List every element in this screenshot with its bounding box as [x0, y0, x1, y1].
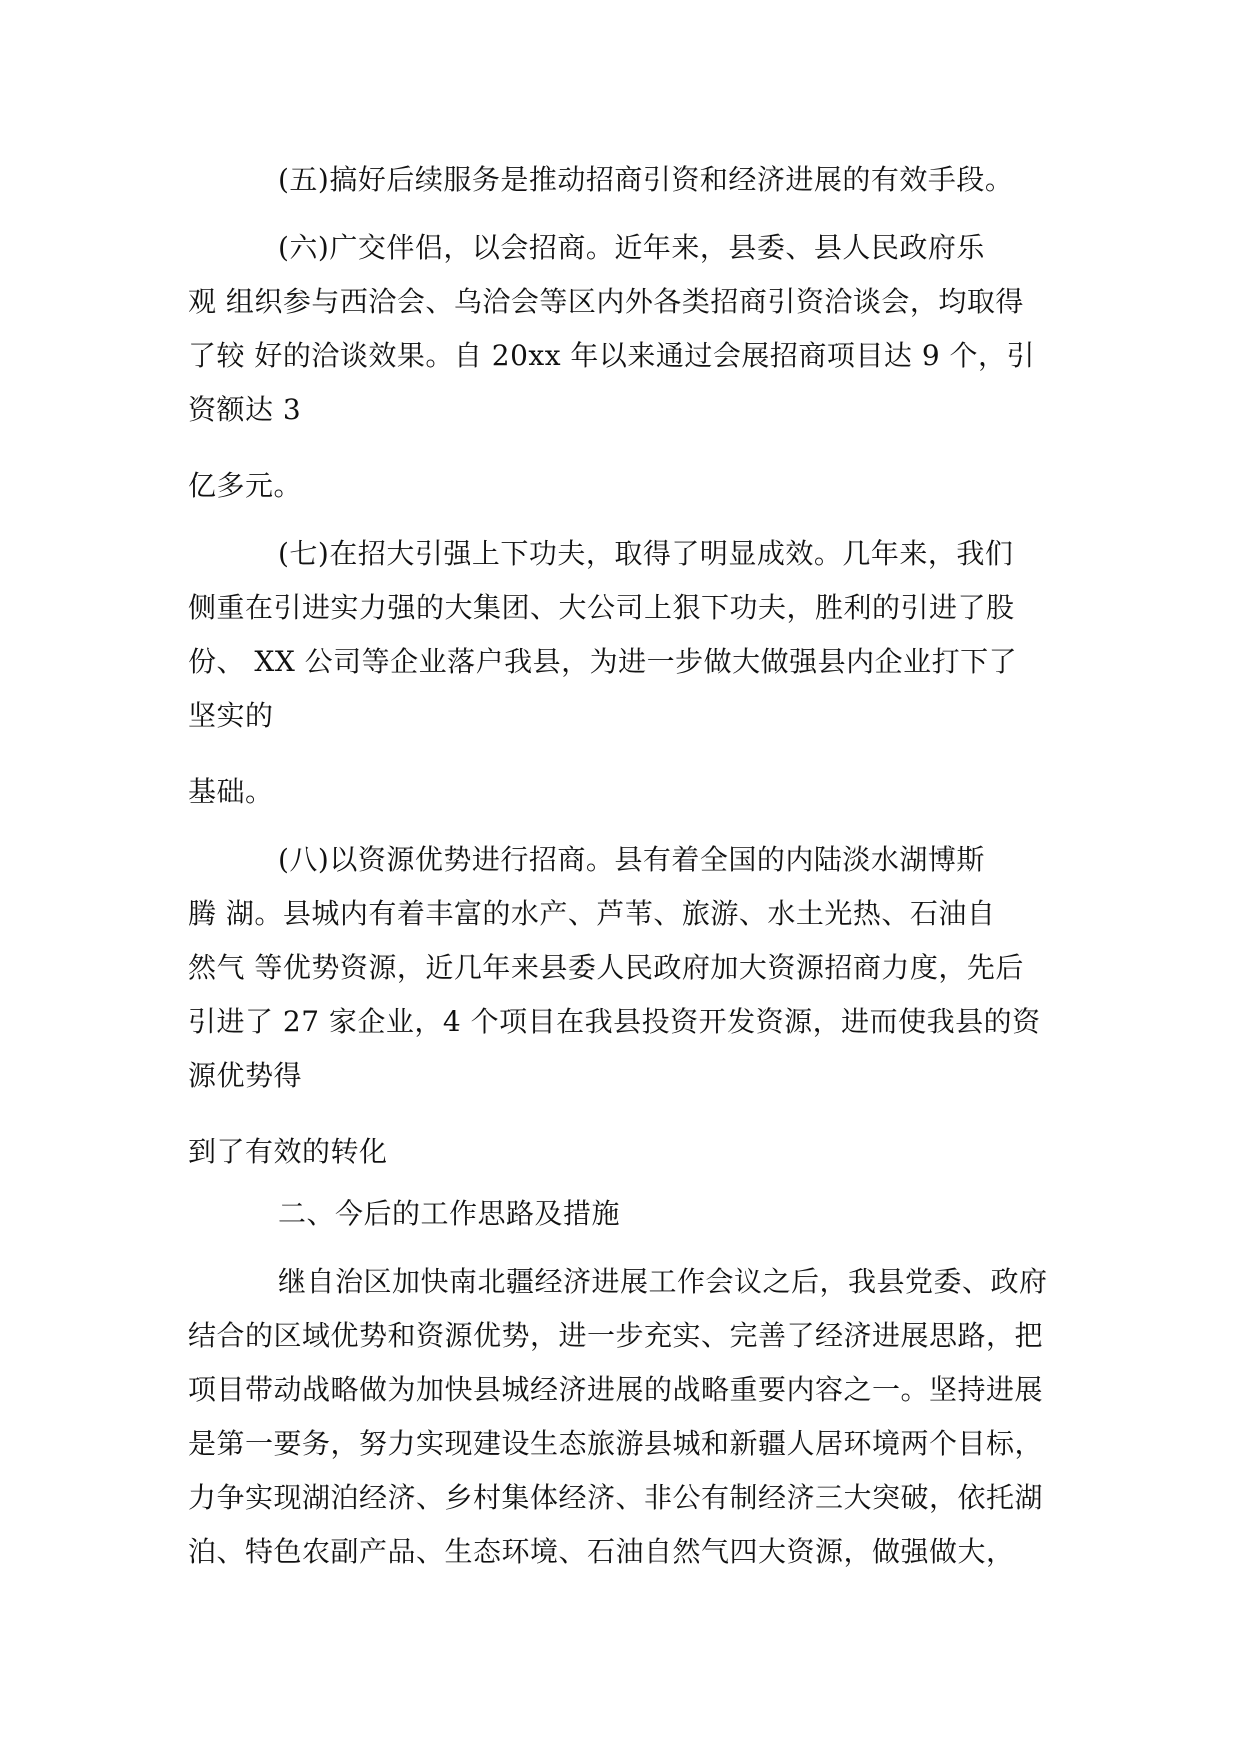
paragraph-6-line-3: 了较 好的洽谈效果。自 20xx 年以来通过会展招商项目达 9 个，引	[188, 339, 1036, 372]
paragraph-8-line-2: 腾 湖。县城内有着丰富的水产、芦苇、旅游、水土光热、石油自	[188, 897, 996, 930]
paragraph-6-line-4: 资额达 3	[188, 393, 302, 426]
paragraph-9-line-4: 是第一要务，努力实现建设生态旅游县城和新疆人居环境两个目标，	[188, 1427, 1044, 1460]
paragraph-7-line-2: 侧重在引进实力强的大集团、大公司上狠下功夫，胜利的引进了股	[188, 591, 1015, 624]
paragraph-5-line-1: (五)搞好后续服务是推动招商引资和经济进展的有效手段。	[278, 163, 1014, 196]
section-heading: 二、今后的工作思路及措施	[278, 1197, 621, 1230]
paragraph-6-line-1: (六)广交伴侣，以会招商。近年来，县委、县人民政府乐	[278, 231, 985, 264]
paragraph-8-line-1: (八)以资源优势进行招商。县有着全国的内陆淡水湖博斯	[278, 843, 985, 876]
paragraph-9-line-6: 泊、特色农副产品、生态环境、石油自然气四大资源，做强做大，	[188, 1535, 1015, 1568]
paragraph-9-line-1: 继自治区加快南北疆经济进展工作会议之后，我县党委、政府	[278, 1265, 1048, 1298]
paragraph-8-line-6: 到了有效的转化	[188, 1135, 388, 1168]
paragraph-9-line-2: 结合的区域优势和资源优势，进一步充实、完善了经济进展思路，把	[188, 1319, 1044, 1352]
paragraph-7-line-4: 坚实的	[188, 699, 274, 732]
paragraph-7-line-5: 基础。	[188, 775, 274, 808]
paragraph-6-line-5: 亿多元。	[188, 469, 303, 502]
paragraph-7-line-3: 份、 XX 公司等企业落户我县，为进一步做大做强县内企业打下了	[188, 645, 1018, 678]
paragraph-8-line-3: 然气 等优势资源，近几年来县委人民政府加大资源招商力度，先后	[188, 951, 1024, 984]
paragraph-8-line-5: 源优势得	[188, 1059, 303, 1092]
paragraph-9-line-3: 项目带动战略做为加快县城经济进展的战略重要内容之一。坚持进展	[188, 1373, 1044, 1406]
paragraph-8-line-4: 引进了 27 家企业，4 个项目在我县投资开发资源，进而使我县的资	[188, 1005, 1041, 1038]
paragraph-9-line-5: 力争实现湖泊经济、乡村集体经济、非公有制经济三大突破，依托湖	[188, 1481, 1044, 1514]
paragraph-7-line-1: (七)在招大引强上下功夫，取得了明显成效。几年来，我们	[278, 537, 1014, 570]
paragraph-6-line-2: 观 组织参与西洽会、乌洽会等区内外各类招商引资洽谈会，均取得	[188, 285, 1024, 318]
